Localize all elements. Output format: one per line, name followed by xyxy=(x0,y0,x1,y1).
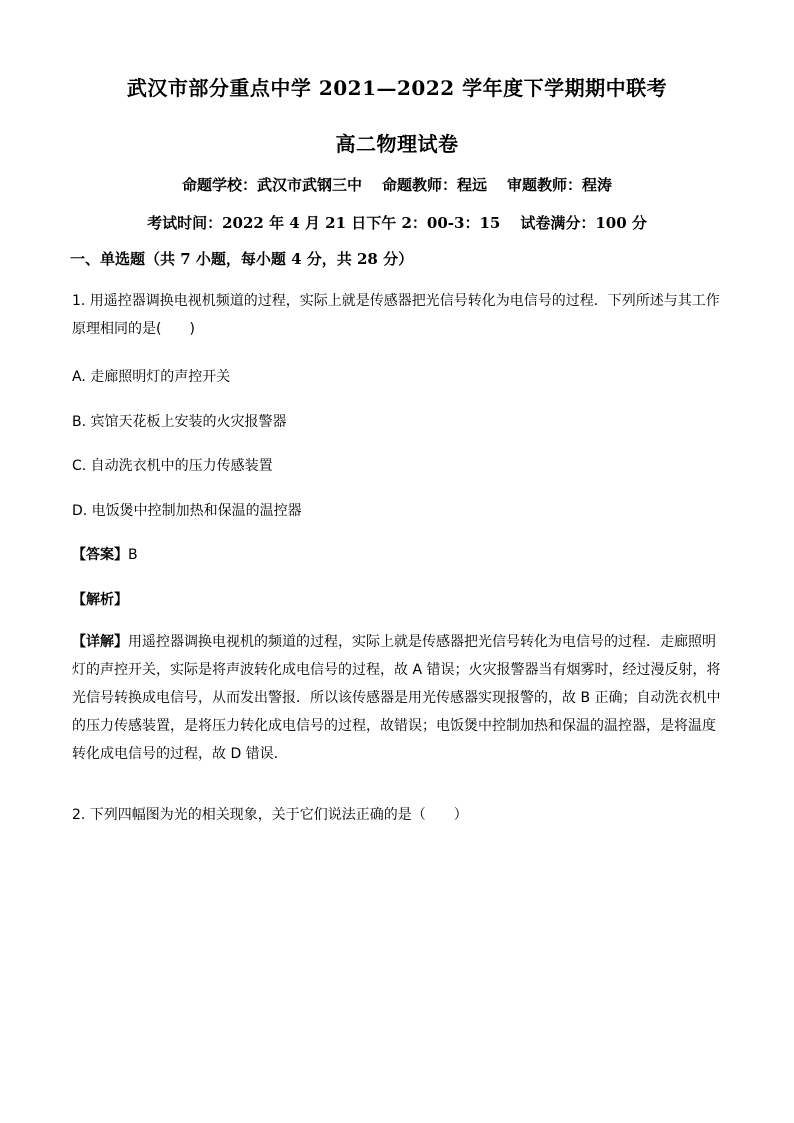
reviewer-label: 审题教师：程涛 xyxy=(507,176,613,194)
exam-subtitle: 高二物理试卷 xyxy=(335,132,459,156)
question-1-stem xyxy=(72,287,724,343)
question-2-stem xyxy=(72,801,724,829)
score-label: 试卷满分：100 分 xyxy=(520,214,647,232)
detail-text: 用遥控器调换电视机的频道的过程，实际上就是传感器把光信号转化为电信号的过程．走廊照明 xyxy=(128,634,716,650)
exam-time-row xyxy=(0,212,794,233)
teacher-label: 命题教师：程远 xyxy=(381,176,487,194)
time-label: 考试时间：2022 年 4 月 21 日下午 2：00-3：15 xyxy=(147,214,501,232)
question-1-stem-line: 原理相同的是( ) xyxy=(72,321,195,337)
detail-tag: 【详解】 xyxy=(72,634,128,650)
detail-line: 灯的声控开关，实际是将声波转化成电信号的过程，故 A 错误；火灾报警器当有烟雾时，经过漫反射，将 xyxy=(72,662,721,678)
detail-paragraph xyxy=(72,628,724,768)
option-c: C. 自动洗衣机中的压力传感装置 xyxy=(72,458,273,474)
analysis-tag: 【解析】 xyxy=(72,592,128,608)
question-1-stem-line: 1. 用遥控器调换电视机频道的过程，实际上就是传感器把光信号转化为电信号的过程．下列所述与其工作 xyxy=(72,293,720,309)
school-label: 命题学校：武汉市武钢三中 xyxy=(181,176,362,194)
answer-row xyxy=(72,544,138,564)
detail-line: 的压力传感装置，是将压力转化成电信号的过程，故错误；电饭煲中控制加热和保温的温控器，是将温度 xyxy=(72,718,716,734)
option-a: A. 走廊照明灯的声控开关 xyxy=(72,369,231,385)
analysis-row xyxy=(72,589,128,609)
exam-authors-row xyxy=(0,174,794,195)
detail-line xyxy=(72,628,724,656)
answer-value: B xyxy=(128,547,138,563)
exam-title: 武汉市部分重点中学 2021—2022 学年度下学期期中联考 xyxy=(126,76,668,100)
question-2-stem-line: 2. 下列四幅图为光的相关现象，关于它们说法正确的是（ ） xyxy=(72,807,468,823)
option-b: B. 宾馆天花板上安装的火灾报警器 xyxy=(72,414,287,430)
section-title: 一、单选题（共 7 小题，每小题 4 分，共 28 分） xyxy=(70,250,414,268)
answer-tag: 【答案】 xyxy=(72,547,128,563)
detail-line: 光信号转换成电信号，从而发出警报．所以该传感器是用光传感器实现报警的，故 B 正确；自动洗衣机中 xyxy=(72,690,721,706)
detail-line: 转化成电信号的过程，故 D 错误． xyxy=(72,746,288,762)
option-d: D. 电饭煲中控制加热和保温的温控器 xyxy=(72,503,302,519)
